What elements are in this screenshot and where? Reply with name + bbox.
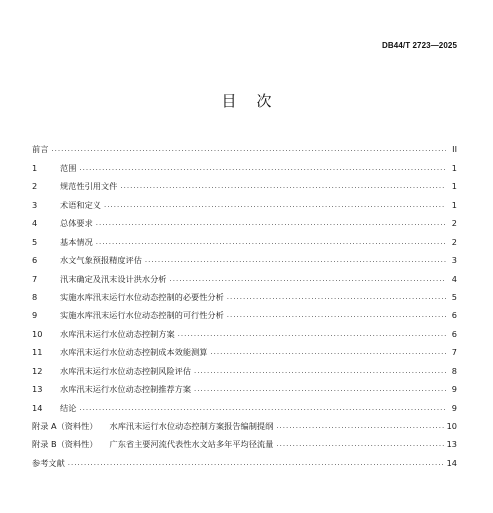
toc-entry[interactable] [32, 284, 457, 302]
toc-dot-leader [276, 421, 443, 431]
toc-entry-label: 术语和定义 [60, 199, 101, 210]
toc-entry-number: 4 [32, 218, 38, 229]
toc-entry-label: 规范性引用文件 [60, 181, 118, 192]
toc-entry-page-number: 1 [451, 162, 457, 173]
toc-dot-leader [104, 200, 446, 210]
toc-dot-leader [169, 274, 446, 284]
toc-entry-page-number: 2 [451, 218, 457, 229]
toc-entry[interactable] [32, 339, 457, 357]
toc-entry-number: 13 [32, 384, 43, 395]
toc-entry-label: 水库汛末运行水位动态控制风险评估 [60, 365, 192, 376]
toc-entry[interactable] [32, 394, 457, 412]
toc-entry-label: 结论 [60, 402, 77, 413]
toc-entry[interactable] [32, 376, 457, 394]
toc-entry[interactable] [32, 228, 457, 246]
toc-entry-label: 水库汛末运行水位动态控制方案报告编制提纲 [109, 421, 274, 431]
toc-dot-leader [178, 329, 446, 339]
toc-entry-page-number: 6 [451, 310, 457, 321]
toc-entry[interactable] [32, 431, 457, 449]
toc-entry-page-number: 9 [451, 384, 457, 395]
toc-dot-leader [194, 366, 446, 376]
toc-dot-leader [276, 439, 443, 449]
toc-entry-label: 实施水库汛末运行水位动态控制的必要性分析 [60, 291, 224, 302]
page-title-char: 次 [256, 92, 272, 110]
toc-entry-number: 7 [32, 273, 38, 284]
toc-dot-leader [79, 163, 446, 173]
toc-entry[interactable] [32, 173, 457, 191]
toc-entry-page-number: 3 [451, 255, 457, 266]
toc-dot-leader [210, 347, 446, 357]
toc-entry-number: 10 [32, 328, 43, 339]
toc-entry-label: 范围 [60, 162, 77, 173]
page-title-char: 目 [221, 92, 237, 110]
toc-entry-number: 11 [32, 347, 43, 358]
toc-entry[interactable] [32, 413, 457, 431]
toc-entry-number: 14 [32, 402, 43, 413]
toc-entry-label: 汛末确定及汛末设计洪水分析 [60, 273, 167, 284]
toc-entry-page-number: 9 [451, 402, 457, 413]
toc-entry-page-number: 6 [451, 328, 457, 339]
toc-entry-label: 总体要求 [60, 218, 93, 229]
toc-dot-leader [96, 237, 446, 247]
toc-dot-leader [51, 144, 446, 154]
toc-entry-number: 5 [32, 236, 38, 247]
toc-entry-label: 实施水库汛末运行水位动态控制的可行性分析 [60, 310, 224, 321]
toc-entry-page-number: 4 [451, 273, 457, 284]
toc-entry-label: 参考文献 [32, 457, 65, 468]
toc-entry-page-number: 8 [451, 365, 457, 376]
toc-entry-label: 水库汛末运行水位动态控制成本效能测算 [60, 347, 208, 358]
toc-entry[interactable] [32, 136, 457, 154]
toc-entry-page-number: 1 [451, 199, 457, 210]
table-of-contents [32, 136, 457, 468]
toc-entry-label: 水库汛末运行水位动态控制方案 [60, 328, 175, 339]
toc-entry-label: 基本情况 [60, 236, 93, 247]
toc-entry[interactable] [32, 247, 457, 265]
toc-entry-page-number: 5 [451, 291, 457, 302]
toc-entry[interactable] [32, 449, 457, 467]
toc-entry-page-number: 14 [446, 457, 457, 468]
toc-entry-number: 9 [32, 310, 38, 321]
toc-entry[interactable] [32, 302, 457, 320]
toc-dot-leader [96, 218, 446, 228]
toc-dot-leader [68, 458, 444, 468]
toc-entry[interactable] [32, 357, 457, 375]
toc-entry-number: 2 [32, 181, 38, 192]
toc-entry-page-number: 13 [446, 439, 457, 450]
toc-entry-number: 12 [32, 365, 43, 376]
toc-entry-page-number: 10 [446, 421, 457, 431]
toc-entry-label: 水库汛末运行水位动态控制推荐方案 [60, 384, 192, 395]
toc-dot-leader [227, 292, 446, 302]
toc-dot-leader [227, 310, 446, 320]
toc-entry[interactable] [32, 210, 457, 228]
toc-dot-leader [194, 384, 446, 394]
toc-entry-number: 8 [32, 291, 38, 302]
toc-entry-number: 6 [32, 255, 38, 266]
toc-entry-number: 3 [32, 199, 38, 210]
toc-entry-label: 水文气象预报精度评估 [60, 255, 142, 266]
toc-entry-page-number: II [452, 144, 457, 155]
toc-entry-number: 附录 B（资料性） [32, 439, 98, 450]
toc-entry-label: 广东省主要河流代表性水文站多年平均径流量 [109, 439, 274, 450]
toc-entry-page-number: 2 [451, 236, 457, 247]
toc-dot-leader [79, 403, 446, 413]
toc-dot-leader [120, 181, 446, 191]
page-title [0, 90, 493, 111]
document-code: DB44/T 2723—2025 [382, 41, 457, 50]
toc-entry-label: 前言 [32, 144, 49, 155]
toc-entry-number: 1 [32, 162, 38, 173]
toc-entry-page-number: 1 [451, 181, 457, 192]
toc-entry[interactable] [32, 154, 457, 172]
toc-entry[interactable] [32, 320, 457, 338]
toc-entry[interactable] [32, 191, 457, 209]
toc-entry-page-number: 7 [451, 347, 457, 358]
toc-dot-leader [145, 255, 446, 265]
toc-entry-number: 附录 A（资料性） [32, 421, 98, 431]
toc-entry[interactable] [32, 265, 457, 283]
